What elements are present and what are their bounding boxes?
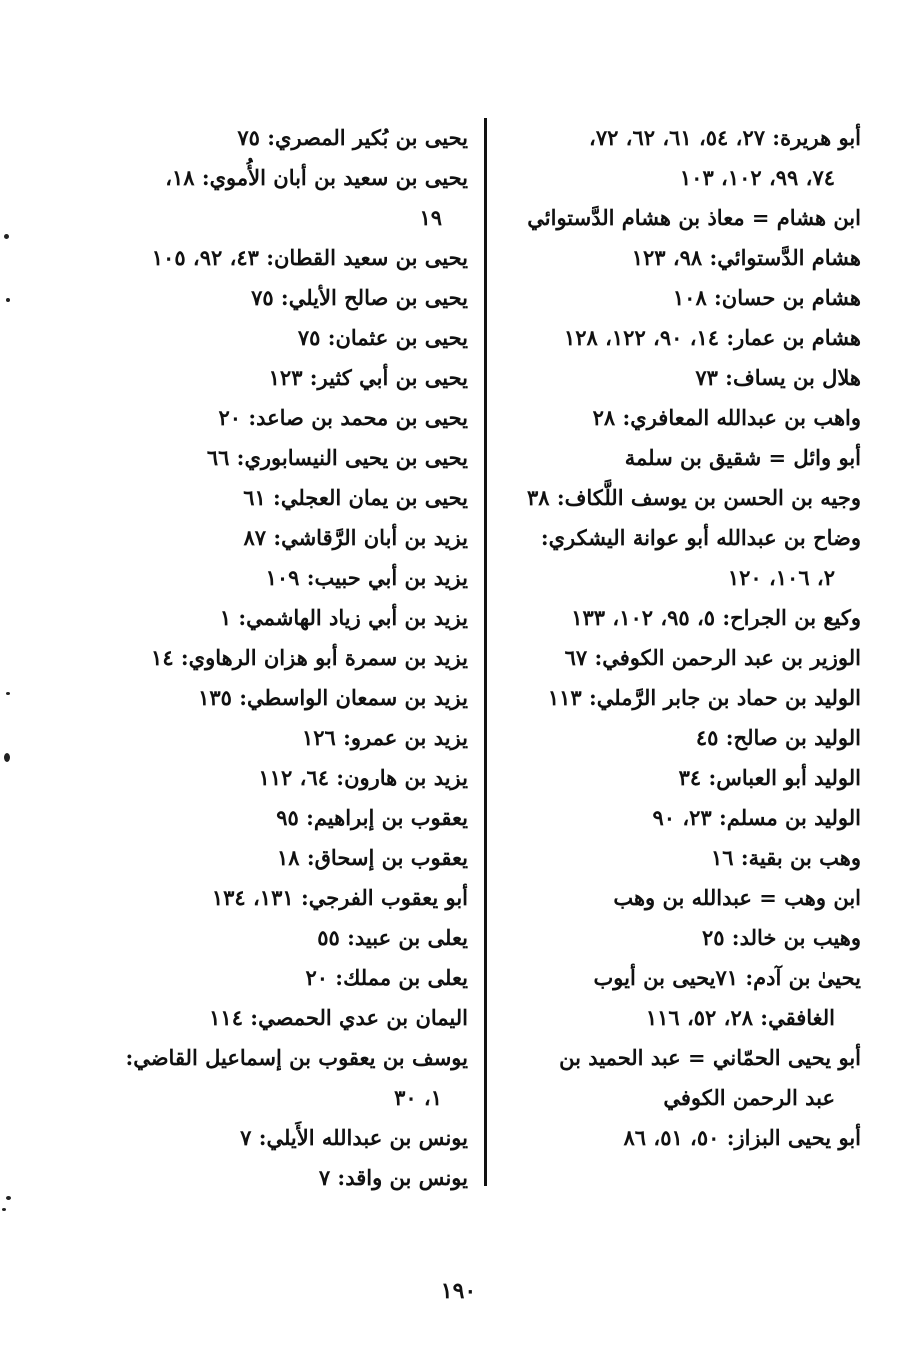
column-divider [484,118,487,1186]
index-entry: الوليد بن حماد بن جابر الرَّملي: ١١٣ [547,685,861,710]
index-entry: هلال بن يساف: ٧٣ [695,365,861,390]
index-entry: هشام بن حسان: ١٠٨ [672,285,861,310]
index-entry: يعلى بن مملك: ٢٠ [305,965,468,990]
index-entry: أبو هريرة: ٢٧، ٥٤، ٦١، ٦٢، ٧٢، ٧٤، ٩٩، ١٠٢، ١٠٣ [589,125,861,190]
index-entry: يحيى بن محمد بن صاعد: ٢٠ [218,405,468,430]
index-entry: يعلى بن عبيد: ٥٥ [317,925,468,950]
index-column-right [496,118,861,1158]
scan-speck [6,692,10,695]
index-entry: أبو وائل = شقيق بن سلمة [624,445,861,470]
index-entry: يوسف بن يعقوب بن إسماعيل القاضي: ١، ٣٠ [125,1045,468,1110]
index-entry: يحيى بن سعيد القطان: ٤٣، ٩٢، ١٠٥ [151,245,468,270]
index-entry: يونس بن عبدالله الأَيلي: ٧ [240,1125,468,1150]
index-entry: يزيد بن أبي حبيب: ١٠٩ [265,565,468,590]
scan-speck [6,1196,11,1200]
index-entry: يحيى بن يمان العجلي: ٦١ [243,485,468,510]
index-entry: يونس بن واقد: ٧ [318,1165,468,1190]
index-entry: يزيد بن أبان الرَّقاشي: ٨٧ [243,525,468,550]
scan-speck [4,234,9,239]
index-entry: هشام بن عمار: ١٤، ٩٠، ١٢٢، ١٢٨ [563,325,861,350]
index-entry: وكيع بن الجراح: ٥، ٩٥، ١٠٢، ١٣٣ [571,605,861,630]
index-entry: يحيى بن سعيد بن أبان الأُموي: ١٨، ١٩ [165,165,468,230]
index-entry: يحيىٰ بن آدم: ٧١يحيى بن أيوب الغافقي: ٢٨، ٥٢، ١١٦ [593,965,861,1030]
index-entry: يزيد بن سمعان الواسطي: ١٣٥ [198,685,468,710]
index-entry: وجيه بن الحسن بن يوسف اللَّكاف: ٣٨ [526,485,861,510]
index-entry: يحيى بن يحيى النيسابوري: ٦٦ [206,445,468,470]
index-entry: وهب بن بقية: ١٦ [711,845,861,870]
index-entry: وهيب بن خالد: ٢٥ [701,925,861,950]
page-number: ١٩٠ [440,1278,477,1304]
scan-speck [4,753,10,762]
index-entry: يحيى بن أبي كثير: ١٢٣ [268,365,468,390]
index-entry: يحيى بن بُكير المصري: ٧٥ [237,125,468,150]
scan-speck [6,298,10,302]
index-entry: اليمان بن عدي الحمصي: ١١٤ [209,1005,468,1030]
index-entry: أبو يحيى البزاز: ٥٠، ٥١، ٨٦ [623,1125,861,1150]
index-entry: يحيى بن عثمان: ٧٥ [297,325,468,350]
index-entry: الوزير بن عبد الرحمن الكوفي: ٦٧ [564,645,861,670]
index-entry: الوليد بن صالح: ٤٥ [695,725,861,750]
index-entry: الوليد بن مسلم: ٢٣، ٩٠ [652,805,861,830]
index-entry: يزيد بن أبي زياد الهاشمي: ١ [219,605,468,630]
index-entry: أبو يحيى الحمّاني = عبد الحميد بن عبد الرحمن الكوفي [559,1045,861,1110]
index-entry: يزيد بن سمرة أبو هزان الرهاوي: ١٤ [151,645,468,670]
index-entry: يزيد بن عمرو: ١٢٦ [301,725,468,750]
index-entry: هشام الدَّستوائي: ٩٨، ١٢٣ [631,245,861,270]
index-entry: يعقوب بن إبراهيم: ٩٥ [276,805,468,830]
scan-speck [2,1208,6,1211]
index-entry: واهب بن عبدالله المعافري: ٢٨ [592,405,861,430]
index-entry: ابن وهب = عبدالله بن وهب [613,885,861,910]
index-column-left [108,118,468,1198]
index-entry: يحيى بن صالح الأيلي: ٧٥ [251,285,468,310]
index-entry: يعقوب بن إسحاق: ١٨ [277,845,468,870]
index-entry: أبو يعقوب الفرجي: ١٣١، ١٣٤ [211,885,468,910]
index-entry: ابن هشام = معاذ بن هشام الدَّستوائي [527,205,861,230]
index-entry: وضاح بن عبدالله أبو عوانة اليشكري: ٢، ١٠٦، ١٢٠ [540,525,861,590]
index-entry: يزيد بن هارون: ٦٤، ١١٢ [258,765,468,790]
index-entry: الوليد أبو العباس: ٣٤ [678,765,861,790]
